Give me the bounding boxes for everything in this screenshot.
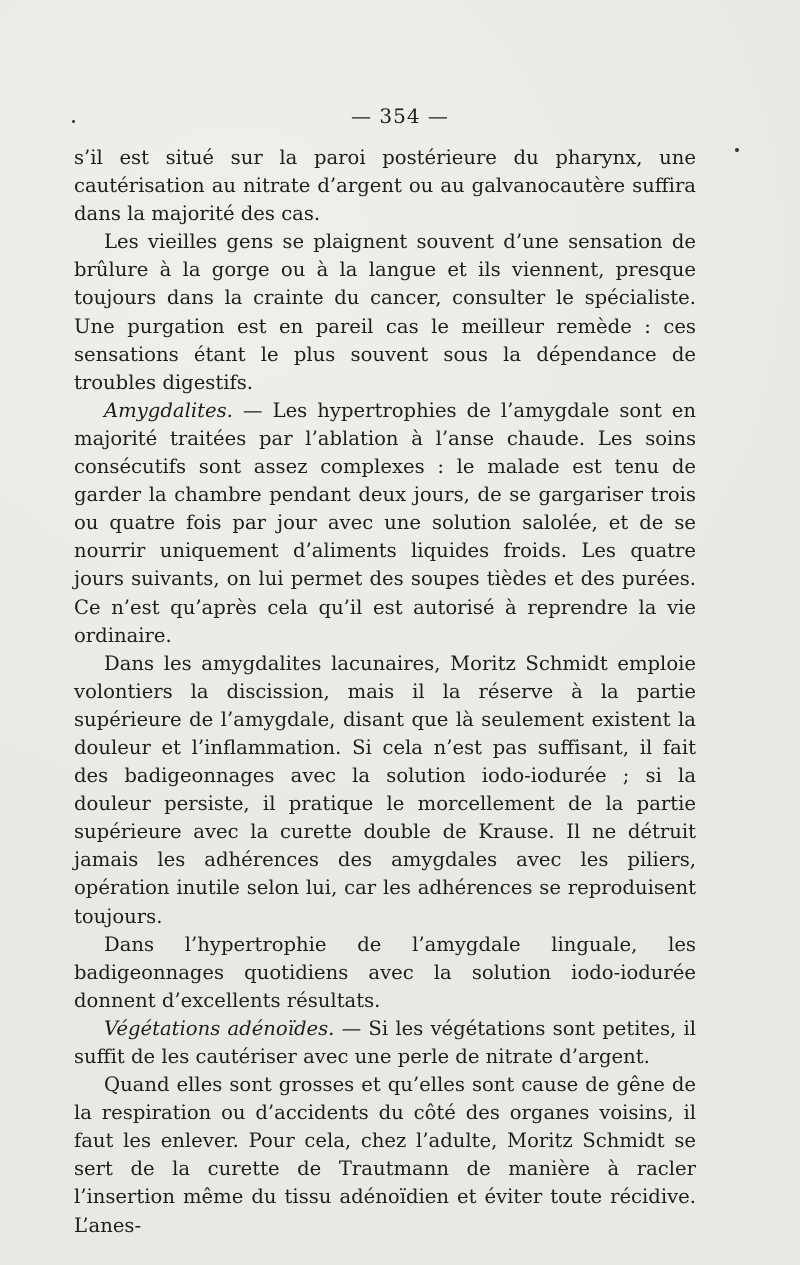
paper-speck xyxy=(72,120,75,123)
paragraph-4-text: Dans les amygdalites lacunaires, Moritz Schmidt emploie volontiers la discission, mais il la réserve à la partie supérieure de l’amygdale, disant que là seulement existent la douleur et l’inflammation. Si cela n’est pas suffisant, il fait des badigeonnages avec la solution iodo-iodurée ; si la douleur persiste, il pratique le morcellement de la partie supérieure avec la curette double de Krause. Il ne détruit jamais les adhérences des amygdales avec les piliers, opération inutile selon lui, car les adhérences se reproduisent toujours. xyxy=(74,651,696,928)
paragraph-5-text: Dans l’hypertrophie de l’amygdale linguale, les badigeonnages quotidiens avec la solution iodo-iodurée donnent d’excellents résultats. xyxy=(74,932,696,1012)
paragraph-1-text: s’il est situé sur la paroi postérieure du pharynx, une cautérisation au nitrate d’argent ou au galvanocautère suffira dans la majorité des cas. xyxy=(74,146,696,226)
paper-speck xyxy=(735,148,739,152)
paragraph-3-text: — Les hypertrophies de l’amygdale sont en majorité traitées par l’ablation à l’anse chaude. Les soins consécutifs sont assez complexes : le malade est tenu de garder la chambre pendant deux jours, de se gargariser trois ou quatre fois par jour avec une solution salolée, et de se nourrir uniquement d’aliments liquides froids. Les quatre jours suivants, on lui permet des soupes tièdes et des purées. Ce n’est qu’après cela qu’il est autorisé à reprendre la vie ordinaire. xyxy=(74,398,696,647)
body-text xyxy=(74,144,696,1240)
paragraph-2-text: Les vieilles gens se plaignent souvent d’une sensation de brûlure à la gorge ou à la langue et ils viennent, presque toujours dans la crainte du cancer, consulter le spécialiste. Une purgation est en pareil cas le meilleur remède : ces sensations étant le plus souvent sous la dépendance de troubles digestifs. xyxy=(74,230,696,394)
paragraph-6 xyxy=(74,1015,696,1071)
paragraph-4 xyxy=(74,650,696,931)
section-heading-amygdalites: Amygdalites. xyxy=(104,398,233,422)
paragraph-6-text: — Si les végétations sont petites, il suffit de les cautériser avec une perle de nitrate d’argent. xyxy=(74,1016,697,1068)
section-heading-vegetations: Végétations adénoïdes. xyxy=(104,1016,335,1040)
paragraph-1 xyxy=(74,144,696,228)
page-number: — 354 — xyxy=(351,104,449,128)
paragraph-7-text: Quand elles sont grosses et qu’elles sont cause de gêne de la respiration ou d’accidents du côté des organes voisins, il faut les enlever. Pour cela, chez l’adulte, Moritz Schmidt se sert de la curette de Trautmann de manière à racler l’insertion même du tissu adénoïdien et éviter toute récidive. L’anes- xyxy=(74,1073,696,1237)
paragraph-5 xyxy=(74,931,696,1015)
paragraph-2 xyxy=(74,228,696,397)
paragraph-3 xyxy=(74,397,696,650)
paragraph-7 xyxy=(74,1071,696,1240)
